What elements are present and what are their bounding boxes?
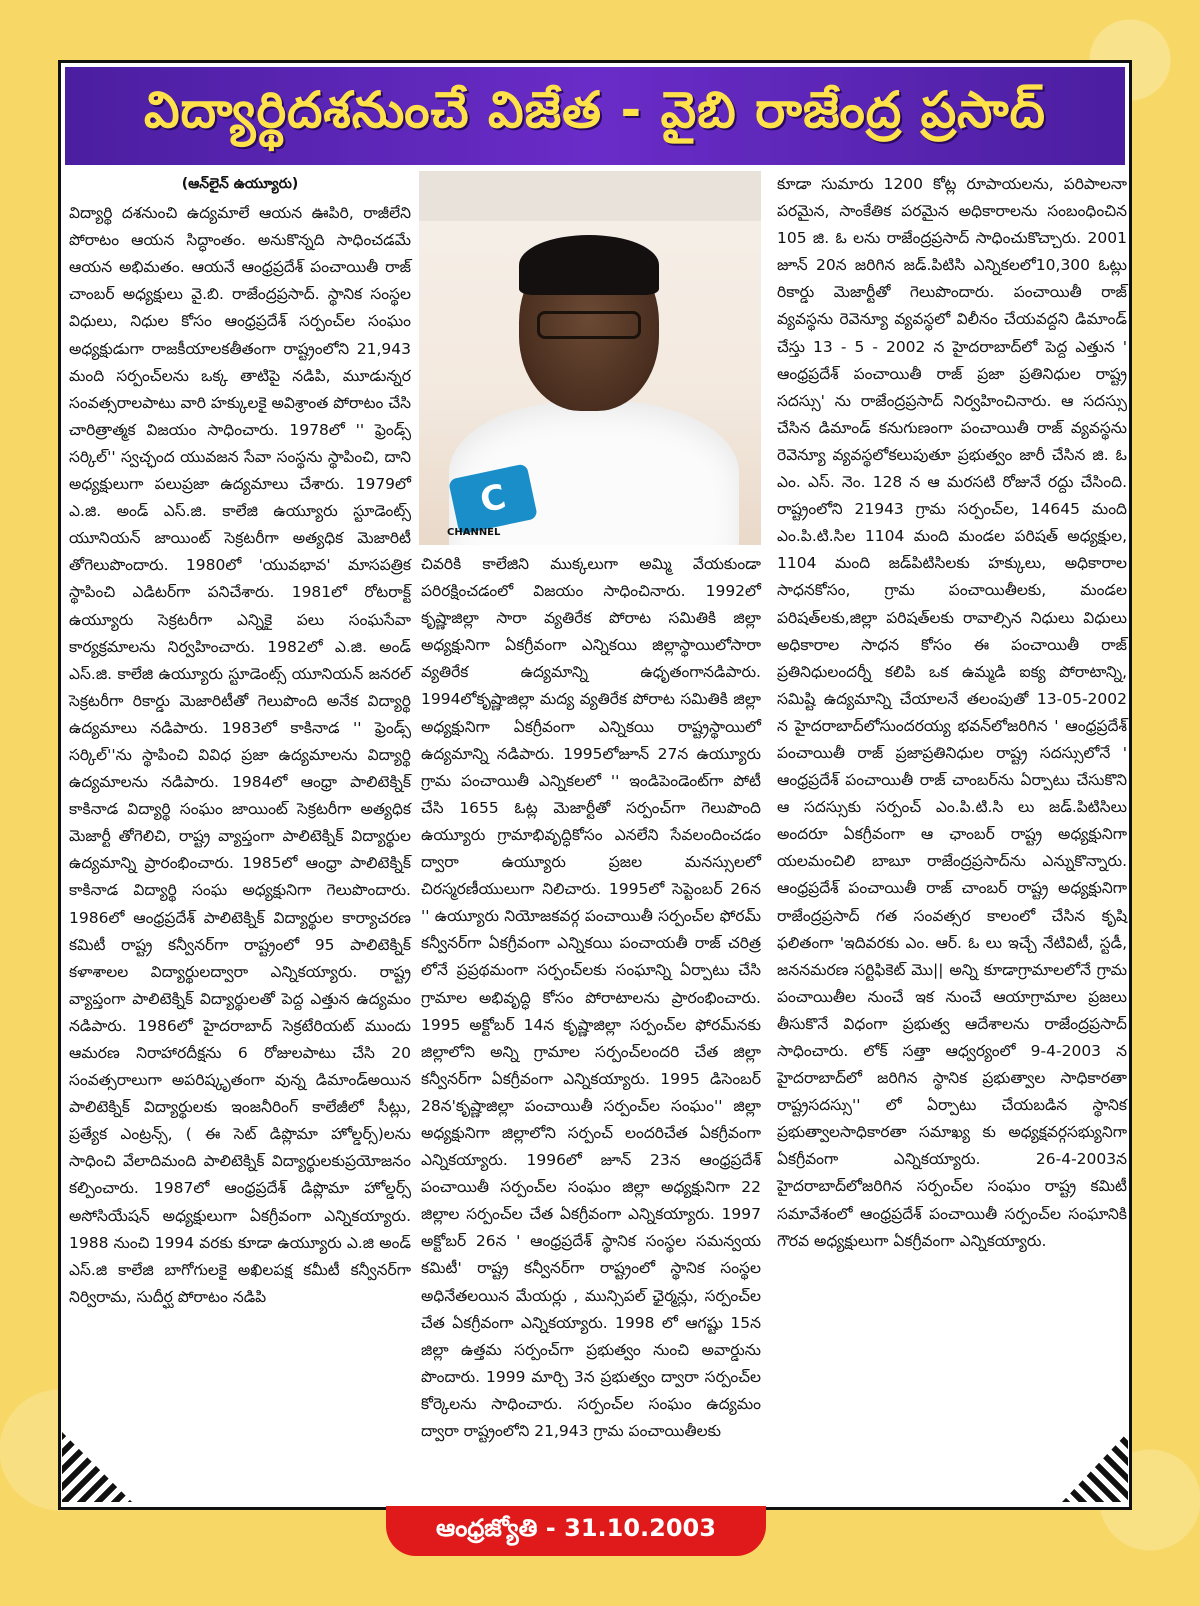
byline: (ఆన్‌లైన్ ఉయ్యూరు) <box>181 176 299 192</box>
photo-glasses <box>537 311 641 339</box>
channel-microphone-icon: C <box>448 463 538 534</box>
photo-backdrop-banner <box>419 171 761 221</box>
article-paragraph: విద్యార్థి దశనుంచి ఉద్యమాలే ఆయన ఊపిరి, రాజీలేని పోరాటం ఆయన సిద్ధాంతం. అనుకొన్నది సాధించడమే ఆయన అభిమతం. ఆయనే ఆంధ్రప్రదేశ్ పంచాయితీ రాజ్ చాంబర్ అధ్యక్షులు వై.బి. రాజేంద్రప్రసాద్. స్థానిక సంస్థల విధులు, నిధుల కోసం ఆంధ్రప్రదేశ్ సర్పంచ్‌ల సంఘం అధ్యక్షుడుగా రాజకీయాలకతీతంగా రాష్ట్రంలోని 21,943 మంది సర్పంచ్‌లను ఒక్క తాటిపై నడిపి, మూడున్నర సంవత్సరాలపాటు వారి హక్కులకై అవిశ్రాంత పోరాటం చేసి చారిత్రాత్మక విజయం సాధించారు. 1978లో '' ఫ్రెండ్స్ సర్కిల్'' స్వచ్ఛంద యువజన సేవా సంస్థను స్థాపించి, దాని అధ్యక్షులుగా పలుప్రజా ఉద్యమాలు చేశారు. 1979లో ఎ.జి. అండ్ ఎస్.జి. కాలేజి ఉయ్యూరు స్టూడెంట్స్ యూనియన్ జాయింట్ సెక్రటరీగా అత్యధిక మెజారిటీ తోగెలుపొందారు. 1980లో 'యువభావ' మాసపత్రిక స్థాపించి ఎడిటర్‌గా పనిచేశారు. 1981లో రోటరాక్ట్ ఉయ్యూరు సెక్రటరీగా ఎన్నికై పలు సంఘసేవా కార్యక్రమాలను నిర్వహించారు. 1982లో ఎ.జి. అండ్ ఎస్.జి. కాలేజి ఉయ్యూరు స్టూడెంట్స్ యూనియన్ జనరల్ సెక్రటరీగా రికార్డు మెజారిటీతో గెలుపొంది అనేక విద్యార్థి ఉద్యమాలు నడిపారు. 1983లో కాకినాడ '' ఫ్రెండ్స్ సర్కిల్''ను స్థాపించి వివిధ ప్రజా ఉద్యమాలను విద్యార్థి ఉద్యమాలను నడిపారు. 1984లో ఆంధ్రా పాలిటెక్నిక్ కాకినాడ విద్యార్థి సంఘం జాయింట్ సెక్రటరీగా అత్యధిక మెజార్టీ తోగెలిచి, రాష్ట్ర వ్యాప్తంగా పాలిటెక్నిక్ విద్యార్థుల ఉద్యమాన్ని ప్రారంభించారు. 1985లో ఆంధ్రా పాలిటెక్నిక్ కాకినాడ విద్యార్థి సంఘ అధ్యక్షునిగా గెలుపొందారు. 1986లో ఆంధ్రప్రదేశ్ పాలిటెక్నిక్ విద్యార్థుల కార్యాచరణ కమిటీ రాష్ట్ర కన్వీనర్‌గా రాష్ట్రంలో 95 పాలిటెక్నిక్ కళాశాలల విద్యార్థులద్వారా ఎన్నికయ్యారు. రాష్ట్ర వ్యాప్తంగా పాలిటెక్నిక్ విద్యార్థులతో పెద్ద ఎత్తున ఉద్యమం నడిపారు. 1986లో హైదరాబాద్ సెక్రటేరియట్ ముందు ఆమరణ నిరాహారదీక్షను 6 రోజులపాటు చేసి 20 సంవత్సరాలుగా అపరిష్కృతంగా వున్న డిమాండ్అయిన పాలిటెక్నిక్ విద్యార్థులకు ఇంజనీరింగ్ కాలేజీలో సీట్లు, ప్రత్యేక ఎంట్రన్స్, ( ఈ సెట్ డిప్లొమా హోల్డర్స్)లను సాధించి వేలాదిమంది పాలిటెక్నిక్ విద్యార్థులకుప్రయోజనం కల్పించారు. 1987లో ఆంధ్రప్రదేశ్ డిప్లొమా హోల్డర్స్ అసోసియేషన్ అధ్యక్షులుగా ఏకగ్రీవంగా ఎన్నికయ్యారు. 1988 నుంచి 1994 వరకు కూడా ఉయ్యూరు ఎ.జి అండ్ ఎస్.జి కాలేజి బాగోగులకై అఖిలపక్ష కమీటీ కన్వీనర్‌గా నిర్విరామ, సుదీర్ఘ పోరాటం నడిపి <box>69 204 411 1306</box>
article-frame <box>58 60 1132 1510</box>
portrait-photo <box>419 171 761 545</box>
article-column-right <box>777 171 1127 1255</box>
photo-hair <box>519 235 659 295</box>
article-paragraph: కూడా సుమారు 1200 కోట్ల రూపాయలను, పరిపాలనా పరమైన, సాంకేతిక పరమైన అధికారాలను సంబంధించిన 105 జి. ఓ లను రాజేంద్రప్రసాద్ సాధించుకొచ్చారు. 2001 జూన్ 20న జరిగిన జడ్.పిటిసి ఎన్నికలలో10,300 ఓట్లు రికార్డు మెజార్టీతో గెలుపొందారు. పంచాయితీ రాజ్ వ్యవస్థను రెవెన్యూ వ్యవస్థలో విలీనం చేయవద్దని డిమాండ్ చేస్తు 13 - 5 - 2002 న హైదరాబాద్‌లో పెద్ద ఎత్తున ' ఆంధ్రప్రదేశ్ పంచాయితీ రాజ్ ప్రజా ప్రతినిధుల రాష్ట్ర సదస్సు' ను రాజేంద్రప్రసాద్ నిర్వహించినారు. ఆ సదస్సు చేసిన డిమాండ్ కనుగుణంగా పంచాయితీ రాజ్ వ్యవస్థను రెవెన్యూ వ్యవస్థలోకలుపుతూ ప్రభుత్వం జారీ చేసిన జి. ఓ ఎం. ఎస్. నెం. 128 న ఆ మరసటి రోజునే రద్దు చేసింది. రాష్ట్రంలోని 21943 గ్రామ సర్పంచ్‌ల, 14645 మంది ఎం.పి.టి.సిల 1104 మంది మండల పరిషత్ అధ్యక్షుల, 1104 మంది జడ్‌పిటిసిలకు హక్కులు, అధికారాల సాధనకోసం, గ్రామ పంచాయితీలకు, మండల పరిషత్‌లకు,జిల్లా పరిషత్‌లకు రావాల్సిన నిధులు విధులు అధికారాల సాధన కోసం ఈ పంచాయితీ రాజ్ ప్రతినిధులందర్నీ కలిపి ఒక ఉమ్మడి ఐక్య పోరాటాన్ని, సమిష్టి ఉద్యమాన్ని చేయాలనే తలంపుతో 13-05-2002 న హైదరాబాద్‌లోసుందరయ్య భవన్‌లోజరిగిన ' ఆంధ్రప్రదేశ్ పంచాయితీ రాజ్ ప్రజాప్రతినిధుల రాష్ట్ర సదస్సులోనే ' ఆంధ్రప్రదేశ్ పంచాయితీ రాజ్ చాంబర్‌ను ఏర్పాటు చేసుకొని ఆ సదస్సుకు సర్పంచ్ ఎం.పి.టి.సి లు జడ్.పిటిసిలు అందరూ ఏకగ్రీవంగా ఆ ఛాంబర్ రాష్ట్ర అధ్యక్షునిగా యలమంచిలి బాబూ రాజేంద్రప్రసాద్‌ను ఎన్నుకొన్నారు. ఆంధ్రప్రదేశ్ పంచాయితీ రాజ్ చాంబర్ రాష్ట్ర అధ్యక్షునిగా రాజేంద్రప్రసాద్ గత సంవత్సర కాలంలో చేసిన కృషి ఫలితంగా 'ఇదివరకు ఎం. ఆర్. ఓ లు ఇచ్చే నేటివిటీ, స్టడీ, జననమరణ సర్టిఫికెట్ మొ|| అన్ని కూడాగ్రామాలలోనే గ్రామ పంచాయితీల నుంచే ఇక నుంచే ఆయాగ్రామాల ప్రజలు తీసుకొనే విధంగా ప్రభుత్వ ఆదేశాలను రాజేంద్రప్రసాద్ సాధించారు. లోక్ సత్తా ఆధ్వర్యంలో 9-4-2003 న హైదరాబాద్‌లో జరిగిన స్థానిక ప్రభుత్వాల సాధికారతా రాష్ట్రసదస్సు'' లో ఏర్పాటు చేయబడిన స్థానిక ప్రభుత్వాలసాధికారతా సమాఖ్య కు అధ్యక్షవర్గసభ్యునిగా ఏకగ్రీవంగా ఎన్నికయ్యారు. 26-4-2003న హైదరాబాద్‌లోజరిగిన సర్పంచ్‌ల సంఘం రాష్ట్ర కమిటీ సమావేశంలో ఆంధ్రప్రదేశ్ పంచాయితీ సర్పంచ్‌ల సంఘానికి గౌరవ అధ్యక్షులుగా ఏకగ్రీవంగా ఎన్నికయ్యారు. <box>777 175 1127 1250</box>
microphone-label: CHANNEL <box>447 527 501 538</box>
article-column-left <box>69 171 411 1311</box>
article-column-middle <box>421 551 761 1445</box>
article-paragraph: చివరికి కాలేజిని ముక్కలుగా అమ్మి వేయకుండా పరిరక్షించడంలో విజయం సాధించినారు. 1992లో కృష్ణాజిల్లా సారా వ్యతిరేక పోరాట సమితికి జిల్లా అధ్యక్షునిగా ఏకగ్రీవంగా ఎన్నికయి జిల్లాస్థాయిలోసారా వ్యతిరేక ఉద్యమాన్ని ఉధృతంగానడిపారు. 1994లోకృష్ణాజిల్లా మద్య వ్యతిరేక పోరాట సమితికి జిల్లా అధ్యక్షునిగా ఏకగ్రీవంగా ఎన్నికయి రాష్ట్రస్థాయిలో ఉద్యమాన్ని నడిపారు. 1995లోజూన్ 27న ఉయ్యూరు గ్రామ పంచాయితీ ఎన్నికలలో '' ఇండిపెండెంట్‌గా పోటీ చేసి 1655 ఓట్ల మెజార్టీతో సర్పంచ్‌గా గెలుపొంది ఉయ్యూరు గ్రామాభివృద్ధికోసం ఎనలేని సేవలందించడం ద్వారా ఉయ్యూరు ప్రజల మనస్సులలో చిరస్మరణీయులుగా నిలిచారు. 1995లో సెప్టెంబర్ 26న '' ఉయ్యూరు నియోజకవర్గ పంచాయితీ సర్పంచ్‌ల ఫోరమ్ కన్వీనర్‌గా ఏకగ్రీవంగా ఎన్నికయి పంచాయతీ రాజ్ చరిత్ర లోనే ప్రప్రథమంగా సర్పంచ్‌లకు సంఘాన్ని ఏర్పాటు చేసి గ్రామాల అభివృద్ధి కోసం పోరాటాలను ప్రారంభించారు. 1995 అక్టోబర్ 14న కృష్ణాజిల్లా సర్పంచ్‌ల ఫోరమ్‌నకు జిల్లాలోని అన్ని గ్రామాల సర్పంచ్‌లందరి చేత జిల్లా కన్వీనర్‌గా ఏకగ్రీవంగా ఎన్నికయ్యారు. 1995 డిసెంబర్ 28న'కృష్ణాజిల్లా పంచాయితీ సర్పంచ్‌ల సంఘం'' జిల్లా అధ్యక్షునిగా జిల్లాలోని సర్పంచ్ లందరిచేత ఏకగ్రీవంగా ఎన్నికయ్యారు. 1996లో జూన్ 23న ఆంధ్రప్రదేశ్ పంచాయితీ సర్పంచ్‌ల సంఘం జిల్లా అధ్యక్షునిగా 22 జిల్లాల సర్పంచ్‌ల చేత ఏకగ్రీవంగా ఎన్నికయ్యారు. 1997 అక్టోబర్ 26న ' ఆంధ్రప్రదేశ్ స్థానిక సంస్థల సమన్వయ కమిటీ' రాష్ట్ర కన్వీనర్‌గా రాష్ట్రంలో స్థానిక సంస్థల అధినేతలయిన మేయర్లు , మున్సిపల్ ఛైర్మన్లు, సర్పంచ్‌ల చేత ఏకగ్రీవంగా ఎన్నికయ్యారు. 1998 లో ఆగష్టు 15న జిల్లా ఉత్తమ సర్పంచ్‌గా ప్రభుత్వం నుంచి అవార్డును పొందారు. 1999 మార్చి 3న ప్రభుత్వం ద్వారా సర్పంచ్‌ల కోర్కెలను సాధించారు. సర్పంచ్‌ల సంఘం ఉద్యమం ద్వారా రాష్ట్రంలోని 21,943 గ్రామ పంచాయితీలకు <box>421 555 761 1440</box>
headline-title: విద్యార్థిదశనుంచే విజేత - వైబి రాజేంద్ర ప్రసాద్ <box>144 80 1046 139</box>
headline-banner <box>65 67 1125 165</box>
source-footer <box>386 1506 766 1556</box>
source-credit: ఆంధ్రజ్యోతి - 31.10.2003 <box>436 1514 716 1542</box>
